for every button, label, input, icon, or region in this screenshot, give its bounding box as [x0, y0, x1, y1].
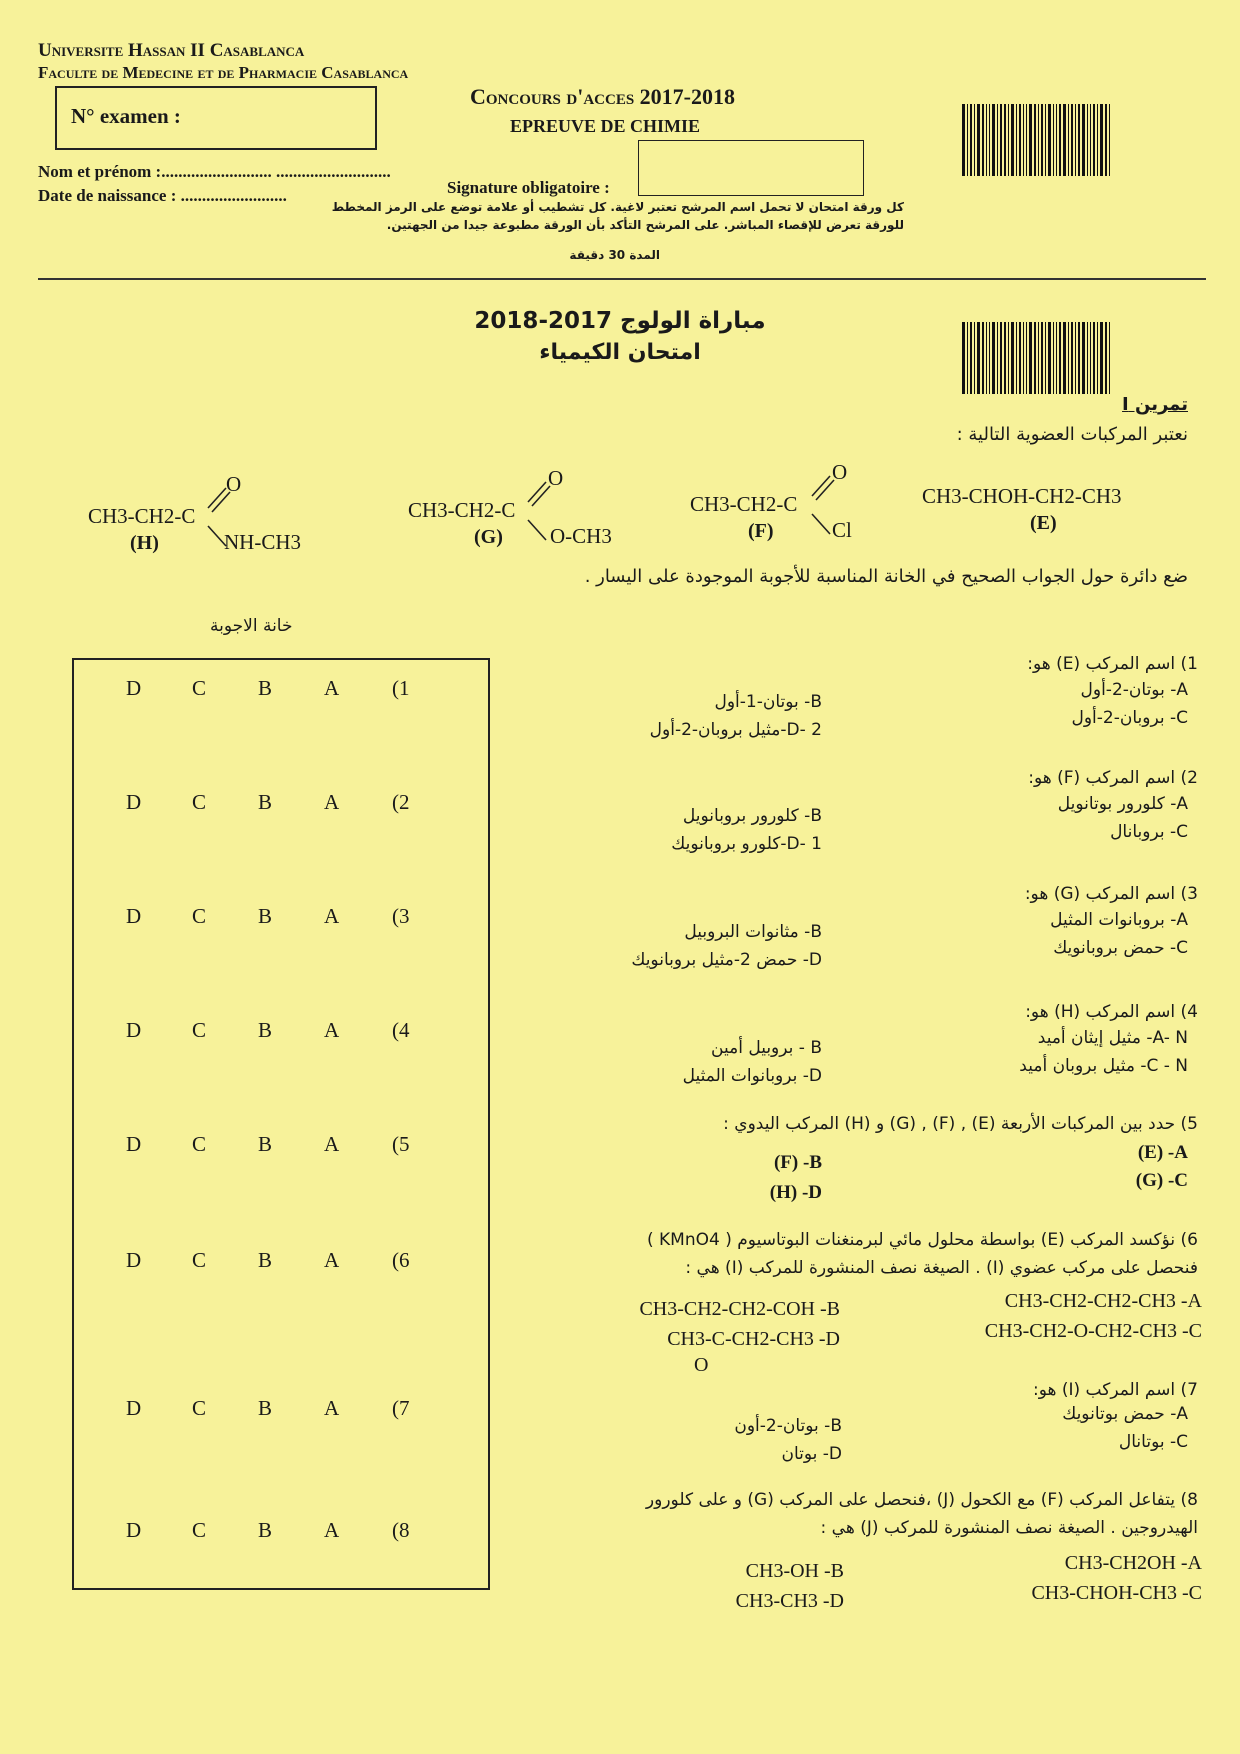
answer-choice-c[interactable]: C — [192, 790, 207, 814]
compound-h-label: (H) — [130, 532, 159, 554]
q4-option-d[interactable]: D- بروبانوات المثيل — [682, 1066, 822, 1086]
g-co-bond — [528, 482, 546, 502]
compound-f-formula: CH3-CH2-C — [690, 492, 798, 516]
answer-choice-a[interactable]: A — [324, 676, 340, 700]
exam-number-label: N° examen : — [71, 104, 181, 128]
answer-row — [74, 1396, 488, 1426]
q4-option-a[interactable]: A- N- مثيل إيثان أميد — [1037, 1028, 1188, 1048]
f-co-bond-2 — [816, 480, 834, 500]
answer-choice-d[interactable]: D — [126, 1018, 142, 1042]
answer-row — [74, 676, 488, 706]
answer-choice-b[interactable]: B — [258, 1132, 273, 1156]
answer-choice-c[interactable]: C — [192, 1518, 207, 1542]
q4-option-c[interactable]: C - N- مثيل بروبان أميد — [1019, 1056, 1188, 1076]
q1-option-b[interactable]: B- بوتان-1-أول — [714, 692, 822, 712]
q8-option-a[interactable]: CH3-CH2OH -A — [1064, 1552, 1202, 1574]
q1-option-a[interactable]: A- بوتان-2-أول — [1080, 680, 1188, 700]
compound-f-label: (F) — [748, 520, 774, 542]
answer-choice-b[interactable]: B — [258, 904, 273, 928]
compound-h-formula: CH3-CH2-C — [88, 504, 196, 528]
notice-line-1: كل ورقة امتحان لا تحمل اسم المرشح تعتبر لاغية. كل تشطيب أو علامة توضع على الرمز المخطط — [331, 200, 904, 214]
duration: المدة 30 دقيقة — [569, 248, 660, 262]
q1-option-c[interactable]: C- بروبان-2-أول — [1071, 708, 1188, 728]
answer-row-number: (5 — [392, 1132, 410, 1156]
answer-row — [74, 904, 488, 934]
answer-row-number: (1 — [392, 676, 410, 700]
answer-choice-c[interactable]: C — [192, 1132, 207, 1156]
q2-option-d[interactable]: D- 1-كلورو بروبانويك — [671, 834, 822, 854]
answer-choice-c[interactable]: C — [192, 676, 207, 700]
answer-choice-d[interactable]: D — [126, 790, 142, 814]
faculty-line: Faculte de Medecine et de Pharmacie Casablanca — [38, 63, 409, 82]
q6-option-a[interactable]: CH3-CH2-CH2-CH3 -A — [1004, 1290, 1202, 1312]
question-1: 1) اسم المركب (E) هو: — [1027, 654, 1198, 674]
epreuve-title: EPREUVE DE CHIMIE — [510, 116, 701, 136]
exam-subject-title: امتحان الكيمياء — [539, 340, 701, 365]
compound-g-label: (G) — [474, 526, 503, 548]
question-6-cont: فنحصل على مركب عضوي (I) . الصيغة نصف المنشورة للمركب (I) هي : — [685, 1258, 1198, 1278]
answer-row — [74, 790, 488, 820]
answer-choice-b[interactable]: B — [258, 790, 273, 814]
exercise-intro: نعتبر المركبات العضوية التالية : — [956, 424, 1188, 445]
q7-option-c[interactable]: C- بوتانال — [1118, 1432, 1188, 1452]
f-co-bond — [812, 476, 830, 496]
q4-option-b[interactable]: B - بروبيل أمين — [711, 1038, 822, 1058]
g-co-bond-2 — [532, 486, 550, 506]
answer-choice-d[interactable]: D — [126, 676, 142, 700]
compound-h-oxygen: O — [226, 472, 242, 496]
compound-g-formula: CH3-CH2-C — [408, 498, 516, 522]
answer-choice-b[interactable]: B — [258, 1248, 273, 1272]
q5-option-b[interactable]: (F) -B — [773, 1152, 822, 1173]
q1-option-d[interactable]: D- 2-مثيل بروبان-2-أول — [649, 720, 822, 740]
compound-h-substituent: NH-CH3 — [224, 530, 301, 554]
answer-row-number: (6 — [392, 1248, 410, 1272]
compound-g-substituent: O-CH3 — [550, 524, 612, 548]
answer-row — [74, 1248, 488, 1278]
answer-choice-a[interactable]: A — [324, 1132, 340, 1156]
q2-option-c[interactable]: C- بروبانال — [1110, 822, 1188, 842]
answer-choice-b[interactable]: B — [258, 1518, 273, 1542]
answer-choice-c[interactable]: C — [192, 904, 207, 928]
q6-option-b[interactable]: CH3-CH2-CH2-COH -B — [639, 1298, 840, 1320]
answer-row-number: (2 — [392, 790, 410, 814]
birth-date-field[interactable]: Date de naissance : ......................... — [38, 186, 287, 205]
answer-row-number: (8 — [392, 1518, 410, 1542]
answer-choice-b[interactable]: B — [258, 1396, 273, 1420]
q6-option-c[interactable]: CH3-CH2-O-CH2-CH3 -C — [984, 1320, 1202, 1342]
answer-choice-d[interactable]: D — [126, 1396, 142, 1420]
notice-line-2: للورقة تعرض للإقصاء المباشر. على المرشح التأكد بأن الورقة مطبوعة جيدا من الجهتين. — [386, 218, 904, 232]
bond-lines — [0, 0, 1240, 600]
answer-row-number: (3 — [392, 904, 410, 928]
q7-option-d[interactable]: D- بوتان — [781, 1444, 842, 1464]
q5-option-a[interactable]: (E) -A — [1137, 1142, 1188, 1163]
answer-choice-a[interactable]: A — [324, 790, 340, 814]
answer-grid — [72, 658, 490, 1590]
answer-row-number: (4 — [392, 1018, 410, 1042]
answers-label: خانة الاجوبة — [210, 616, 293, 636]
f-ccl-bond — [812, 514, 830, 534]
compound-e-label: (E) — [1030, 512, 1057, 534]
q3-option-b[interactable]: B- مثانوات البروبيل — [684, 922, 822, 942]
q3-option-a[interactable]: A- بروبانوات المثيل — [1050, 910, 1188, 930]
exercise-instruction: ضع دائرة حول الجواب الصحيح في الخانة المناسبة للأجوبة الموجودة على اليسار . — [584, 566, 1188, 587]
q5-option-c[interactable]: (G) -C — [1135, 1170, 1188, 1191]
answer-choice-a[interactable]: A — [324, 904, 340, 928]
question-3: 3) اسم المركب (G) هو: — [1024, 884, 1198, 904]
answer-choice-d[interactable]: D — [126, 1132, 142, 1156]
q8-option-b[interactable]: CH3-OH -B — [745, 1560, 844, 1582]
answer-choice-a[interactable]: A — [324, 1396, 340, 1420]
question-2: 2) اسم المركب (F) هو: — [1028, 768, 1198, 788]
compound-f-substituent: Cl — [832, 518, 852, 542]
answer-choice-a[interactable]: A — [324, 1248, 340, 1272]
question-4: 4) اسم المركب (H) هو: — [1025, 1002, 1198, 1022]
question-8-cont: الهيدروجين . الصيغة نصف المنشورة للمركب (J) هي : — [820, 1518, 1198, 1538]
q8-option-c[interactable]: CH3-CHOH-CH3 -C — [1031, 1582, 1202, 1604]
g-co-single-bond — [528, 520, 546, 540]
answer-row — [74, 1132, 488, 1162]
h-cn-bond — [208, 526, 226, 546]
q7-option-b[interactable]: B- بوتان-2-أون — [734, 1416, 842, 1436]
q6-option-d[interactable]: CH3-C-CH2-CH3 -D — [667, 1328, 840, 1350]
university-line: Universite Hassan II Casablanca — [38, 40, 305, 61]
concours-title: Concours d'acces 2017-2018 — [470, 84, 736, 109]
q3-option-d[interactable]: D- حمض 2-مثيل بروبانويك — [631, 950, 822, 970]
answer-choice-c[interactable]: C — [192, 1248, 207, 1272]
q2-option-a[interactable]: A- كلورور بوتانويل — [1057, 794, 1188, 814]
question-7: 7) اسم المركب (I) هو: — [1032, 1380, 1198, 1400]
question-6: 6) نؤكسد المركب (E) بواسطة محلول مائي لبرمنغنات البوتاسيوم ( KMnO4 ) — [646, 1230, 1198, 1250]
contest-title: مباراة الولوج 2017-2018 — [474, 308, 766, 334]
answer-choice-c[interactable]: C — [192, 1396, 207, 1420]
compound-g-oxygen: O — [548, 466, 564, 490]
q8-option-d[interactable]: CH3-CH3 -D — [735, 1590, 844, 1612]
q5-option-d[interactable]: (H) -D — [769, 1182, 822, 1203]
question-5: 5) حدد بين المركبات الأربعة (E) , (F) , (G) و (H) المركب اليدوي : — [723, 1114, 1198, 1134]
answer-choice-a[interactable]: A — [324, 1518, 340, 1542]
answer-choice-d[interactable]: D — [126, 1248, 142, 1272]
q7-option-a[interactable]: A- حمض بوتانويك — [1062, 1404, 1188, 1424]
answer-choice-a[interactable]: A — [324, 1018, 340, 1042]
name-field[interactable]: Nom et prénom :.......................... ........................... — [38, 162, 391, 181]
signature-label: Signature obligatoire : — [447, 178, 610, 197]
exercise-heading: تمرين I — [1122, 394, 1188, 415]
question-8: 8) يتفاعل المركب (F) مع الكحول (J) ،فنحصل على المركب (G) و على كلورور — [645, 1490, 1198, 1510]
answer-choice-d[interactable]: D — [126, 904, 142, 928]
answer-choice-b[interactable]: B — [258, 1018, 273, 1042]
compound-f-oxygen: O — [832, 460, 848, 484]
answer-choice-d[interactable]: D — [126, 1518, 142, 1542]
compound-e-formula: CH3-CHOH-CH2-CH3 — [922, 484, 1122, 508]
answer-row — [74, 1518, 488, 1548]
answer-choice-b[interactable]: B — [258, 676, 273, 700]
h-co-bond-2 — [212, 492, 230, 512]
q2-option-b[interactable]: B- كلورور بروبانويل — [682, 806, 822, 826]
answer-choice-c[interactable]: C — [192, 1018, 207, 1042]
q6-option-d-oxygen: O — [694, 1354, 709, 1376]
answer-row-number: (7 — [392, 1396, 410, 1420]
q3-option-c[interactable]: C- حمض بروبانويك — [1053, 938, 1188, 958]
answer-row — [74, 1018, 488, 1048]
h-co-bond — [208, 488, 226, 508]
